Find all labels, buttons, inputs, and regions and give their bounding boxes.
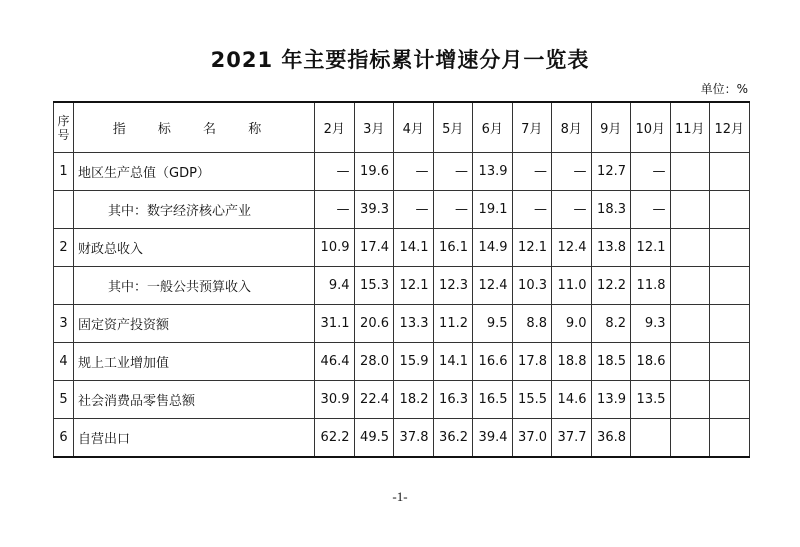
row-value-cell: 36.8 — [591, 419, 631, 458]
table-row — [54, 305, 750, 343]
page-number: -1- — [392, 489, 408, 504]
row-seq: 5 — [54, 381, 74, 419]
row-value-cell — [710, 153, 750, 191]
table-row — [54, 229, 750, 267]
row-value-cell: 12.1 — [512, 229, 552, 267]
row-value-cell: 10.3 — [512, 267, 552, 305]
row-value-cell: — — [394, 153, 434, 191]
row-value-cell: 13.8 — [591, 229, 631, 267]
row-value-cell: 10.9 — [315, 229, 355, 267]
month-header: 9月 — [591, 102, 631, 153]
row-value-cell: 12.1 — [394, 267, 434, 305]
row-value-cell: 30.9 — [315, 381, 355, 419]
row-value-cell: 12.7 — [591, 153, 631, 191]
row-value-cell — [710, 381, 750, 419]
row-value-cell: 39.4 — [473, 419, 513, 458]
row-value-cell: 20.6 — [354, 305, 394, 343]
row-value-cell — [710, 343, 750, 381]
row-value-cell — [710, 229, 750, 267]
page-title: 2021 年主要指标累计增速分月一览表 — [210, 48, 590, 72]
table-row — [54, 267, 750, 305]
row-value-cell: 11.8 — [631, 267, 671, 305]
row-value-cell — [710, 191, 750, 229]
row-seq: 6 — [54, 419, 74, 458]
row-value-cell: 39.3 — [354, 191, 394, 229]
row-value-cell: 12.1 — [631, 229, 671, 267]
row-value-cell: 37.0 — [512, 419, 552, 458]
month-header: 4月 — [394, 102, 434, 153]
row-value-cell: 16.6 — [473, 343, 513, 381]
row-value-cell: 49.5 — [354, 419, 394, 458]
row-value-cell: 18.8 — [552, 343, 592, 381]
month-header: 11月 — [670, 102, 710, 153]
row-value-cell: 19.6 — [354, 153, 394, 191]
row-value-cell: 13.3 — [394, 305, 434, 343]
row-value-cell — [670, 153, 710, 191]
row-value-cell: — — [552, 153, 592, 191]
row-value-cell: 14.1 — [394, 229, 434, 267]
row-value-cell: 14.6 — [552, 381, 592, 419]
row-value-cell: 9.3 — [631, 305, 671, 343]
row-value-cell: — — [631, 191, 671, 229]
month-header: 7月 — [512, 102, 552, 153]
table-row — [54, 191, 750, 229]
row-value-cell: — — [433, 153, 473, 191]
row-value-cell: 15.3 — [354, 267, 394, 305]
row-value-cell: 15.9 — [394, 343, 434, 381]
row-value-cell: — — [631, 153, 671, 191]
row-seq — [54, 267, 74, 305]
row-value-cell: 13.9 — [591, 381, 631, 419]
row-value-cell: 16.3 — [433, 381, 473, 419]
table-row — [54, 343, 750, 381]
row-value-cell — [670, 229, 710, 267]
row-value-cell — [670, 381, 710, 419]
row-value-cell: — — [552, 191, 592, 229]
row-value-cell: 9.5 — [473, 305, 513, 343]
row-value-cell: 37.7 — [552, 419, 592, 458]
row-value-cell: — — [512, 153, 552, 191]
row-indicator-name: 财政总收入 — [74, 229, 315, 267]
table-header-row — [54, 102, 750, 153]
row-value-cell: — — [394, 191, 434, 229]
month-header: 10月 — [631, 102, 671, 153]
row-indicator-name: 自营出口 — [74, 419, 315, 458]
month-header: 6月 — [473, 102, 513, 153]
table-row — [54, 419, 750, 458]
month-header: 12月 — [710, 102, 750, 153]
row-value-cell: 13.9 — [473, 153, 513, 191]
row-indicator-name: 规上工业增加值 — [74, 343, 315, 381]
table-row — [54, 153, 750, 191]
row-value-cell — [710, 267, 750, 305]
row-value-cell: 18.3 — [591, 191, 631, 229]
row-value-cell: 17.4 — [354, 229, 394, 267]
table-body — [54, 153, 750, 458]
row-value-cell: 14.9 — [473, 229, 513, 267]
row-value-cell: 46.4 — [315, 343, 355, 381]
row-value-cell — [670, 343, 710, 381]
row-indicator-name: 固定资产投资额 — [74, 305, 315, 343]
row-value-cell: 37.8 — [394, 419, 434, 458]
row-value-cell: 18.5 — [591, 343, 631, 381]
row-value-cell — [670, 191, 710, 229]
name-header: 指 标 名 称 — [74, 102, 315, 153]
row-value-cell: 12.4 — [473, 267, 513, 305]
row-indicator-name: 其中：一般公共预算收入 — [74, 267, 315, 305]
row-seq: 2 — [54, 229, 74, 267]
row-value-cell: 16.5 — [473, 381, 513, 419]
month-header: 8月 — [552, 102, 592, 153]
row-value-cell: 12.2 — [591, 267, 631, 305]
row-value-cell: — — [433, 191, 473, 229]
row-value-cell: 9.0 — [552, 305, 592, 343]
row-indicator-name: 其中：数字经济核心产业 — [74, 191, 315, 229]
row-value-cell: 12.4 — [552, 229, 592, 267]
table-row — [54, 381, 750, 419]
row-seq: 4 — [54, 343, 74, 381]
row-value-cell: 16.1 — [433, 229, 473, 267]
row-value-cell: 9.4 — [315, 267, 355, 305]
row-value-cell — [670, 305, 710, 343]
row-value-cell: 31.1 — [315, 305, 355, 343]
row-value-cell: 15.5 — [512, 381, 552, 419]
row-value-cell: — — [315, 153, 355, 191]
row-seq — [54, 191, 74, 229]
row-value-cell: 36.2 — [433, 419, 473, 458]
row-value-cell: 22.4 — [354, 381, 394, 419]
row-value-cell — [710, 419, 750, 458]
row-value-cell: 11.2 — [433, 305, 473, 343]
row-value-cell: 13.5 — [631, 381, 671, 419]
row-indicator-name: 社会消费品零售总额 — [74, 381, 315, 419]
row-value-cell: 11.0 — [552, 267, 592, 305]
row-value-cell — [670, 419, 710, 458]
row-value-cell: 19.1 — [473, 191, 513, 229]
row-value-cell: 12.3 — [433, 267, 473, 305]
unit-label: 单位：% — [700, 82, 748, 96]
row-seq: 1 — [54, 153, 74, 191]
row-value-cell: 28.0 — [354, 343, 394, 381]
row-value-cell — [670, 267, 710, 305]
row-value-cell: 8.2 — [591, 305, 631, 343]
row-value-cell: 62.2 — [315, 419, 355, 458]
row-seq: 3 — [54, 305, 74, 343]
row-value-cell: 18.6 — [631, 343, 671, 381]
row-value-cell: — — [512, 191, 552, 229]
month-header: 5月 — [433, 102, 473, 153]
indicator-table — [53, 101, 750, 458]
row-value-cell: 8.8 — [512, 305, 552, 343]
month-header: 2月 — [315, 102, 355, 153]
row-value-cell: 14.1 — [433, 343, 473, 381]
row-value-cell — [710, 305, 750, 343]
row-value-cell — [631, 419, 671, 458]
month-header: 3月 — [354, 102, 394, 153]
row-value-cell: — — [315, 191, 355, 229]
seq-header: 序号 — [54, 102, 74, 153]
row-indicator-name: 地区生产总值（GDP） — [74, 153, 315, 191]
row-value-cell: 17.8 — [512, 343, 552, 381]
row-value-cell: 18.2 — [394, 381, 434, 419]
